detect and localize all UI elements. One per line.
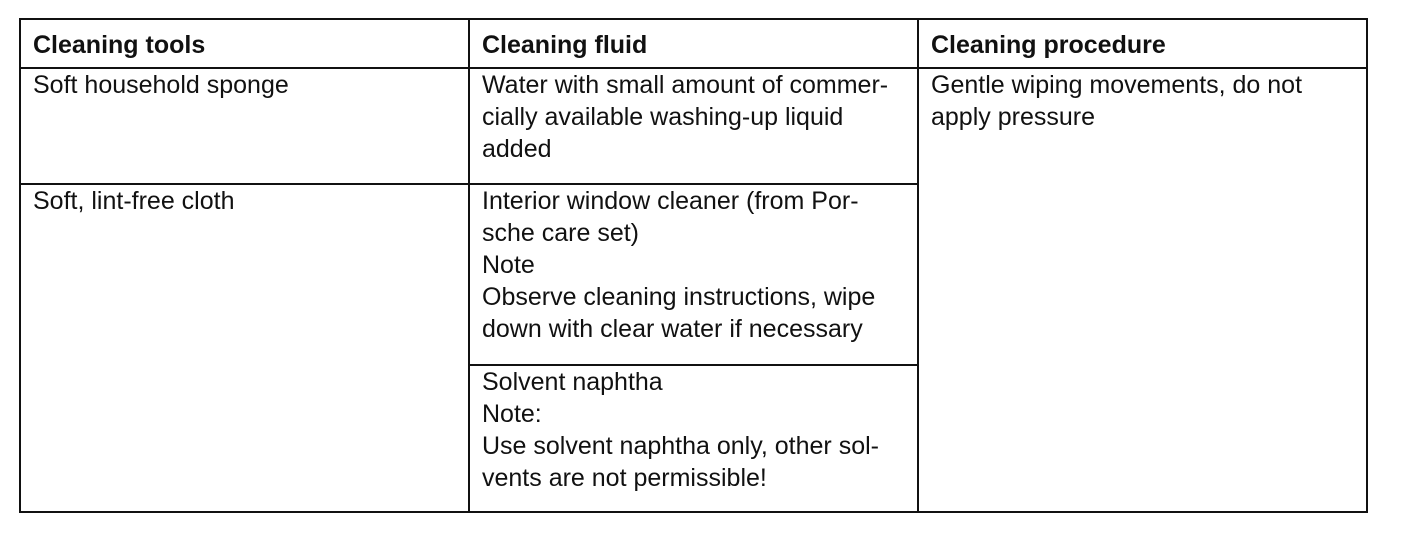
cleaning-table (19, 18, 1368, 513)
fluid-cell (469, 184, 918, 365)
tool-cell: Soft, lint-free cloth (20, 184, 469, 512)
fluid-line: vents are not permissible! (482, 464, 767, 492)
procedure-line: Gentle wiping movements, do not (931, 71, 1303, 99)
procedure-line: apply pressure (931, 103, 1095, 131)
tool-cell: Soft household sponge (20, 68, 469, 184)
fluid-line: Water with small amount of commer- (482, 71, 889, 99)
fluid-note-label: Note (482, 251, 535, 279)
procedure-cell (918, 68, 1367, 512)
table-row (20, 68, 1367, 184)
fluid-line: cially available washing-up liquid (482, 103, 844, 131)
fluid-line: sche care set) (482, 219, 640, 247)
fluid-line: down with clear water if necessary (482, 315, 863, 343)
header-cleaning-tools: Cleaning tools (20, 19, 469, 68)
fluid-line: Interior window cleaner (from Por- (482, 187, 859, 215)
fluid-line: Observe cleaning instructions, wipe (482, 283, 876, 311)
fluid-line: Solvent naphtha (482, 368, 663, 396)
header-row (20, 19, 1367, 68)
fluid-cell (469, 365, 918, 512)
header-cleaning-procedure: Cleaning procedure (918, 19, 1367, 68)
fluid-note-label: Note: (482, 400, 542, 428)
fluid-line: added (482, 135, 552, 163)
fluid-cell (469, 68, 918, 184)
fluid-line: Use solvent naphtha only, other sol- (482, 432, 879, 460)
header-cleaning-fluid: Cleaning fluid (469, 19, 918, 68)
